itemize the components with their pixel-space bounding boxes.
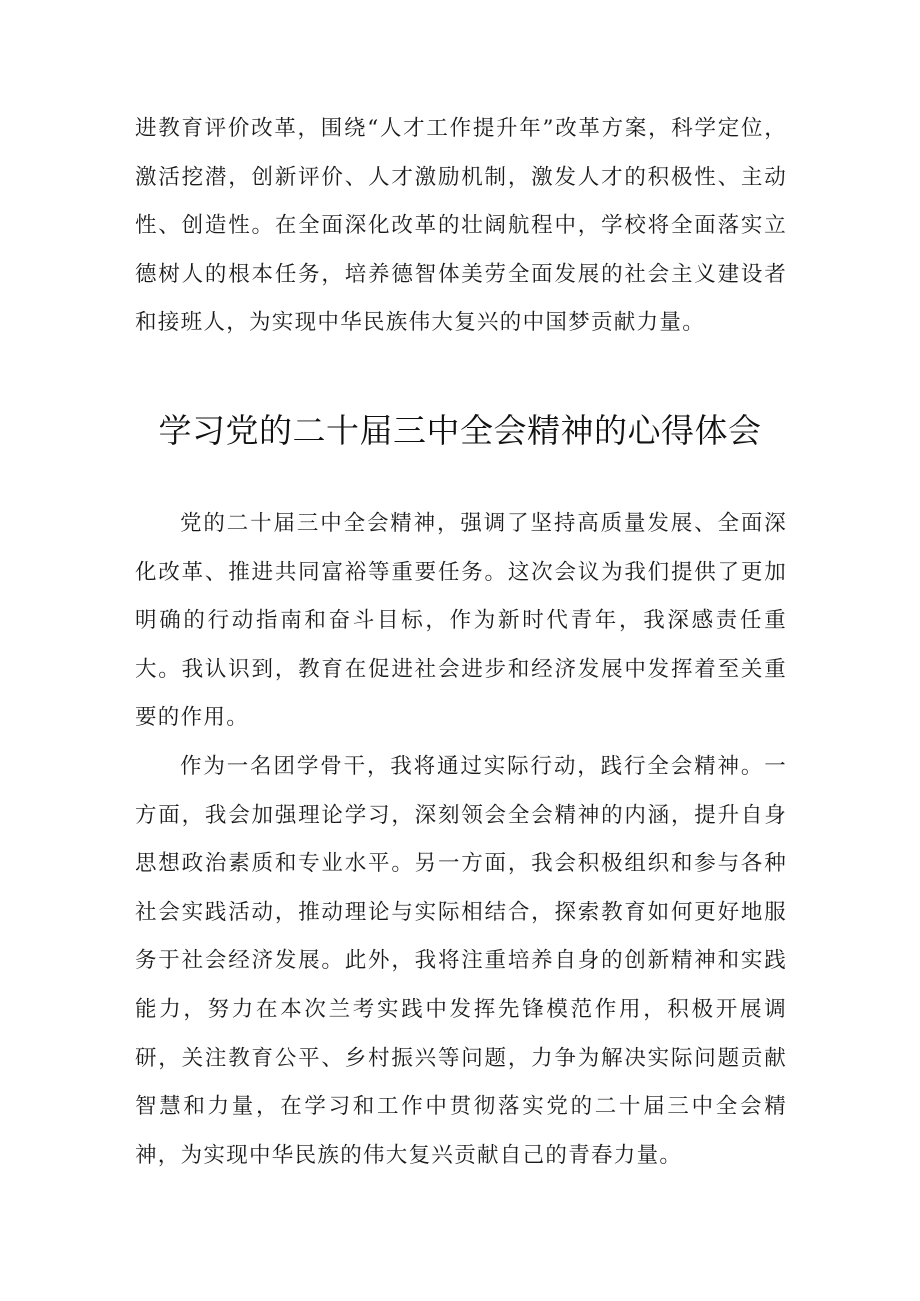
continued-section (135, 105, 787, 348)
body-section (135, 500, 787, 1180)
body-paragraph-2: 作为一名团学骨干，我将通过实际行动，践行全会精神。一方面，我会加强理论学习，深刻领会全会精神的内涵，提升自身思想政治素质和专业水平。另一方面，我会积极组织和参与各种社会实践活动，推动理论与实际相结合，探索教育如何更好地服务于社会经济发展。此外，我将注重培养自身的创新精神和实践能力，努力在本次兰考实践中发挥先锋模范作用，积极开展调研，关注教育公平、乡村振兴等问题，力争为解决实际问题贡献智慧和力量，在学习和工作中贯彻落实党的二十届三中全会精神，为实现中华民族的伟大复兴贡献自己的青春力量。 (135, 753, 787, 1168)
body-paragraph-1: 党的二十届三中全会精神，强调了坚持高质量发展、全面深化改革、推进共同富裕等重要任务。这次会议为我们提供了更加明确的行动指南和奋斗目标，作为新时代青年，我深感责任重大。我认识到，教育在促进社会进步和经济发展中发挥着至关重要的作用。 (135, 511, 787, 731)
document-title: 学习党的二十届三中全会精神的心得体会 (158, 411, 762, 450)
continued-paragraph: 进教育评价改革，围绕“人才工作提升年”改革方案，科学定位，激活挖潜，创新评价、人才激励机制，激发人才的积极性、主动性、创造性。在全面深化改革的壮阔航程中，学校将全面落实立德树人的根本任务，培养德智体美劳全面发展的社会主义建设者和接班人，为实现中华民族伟大复兴的中国梦贡献力量。 (135, 116, 787, 336)
